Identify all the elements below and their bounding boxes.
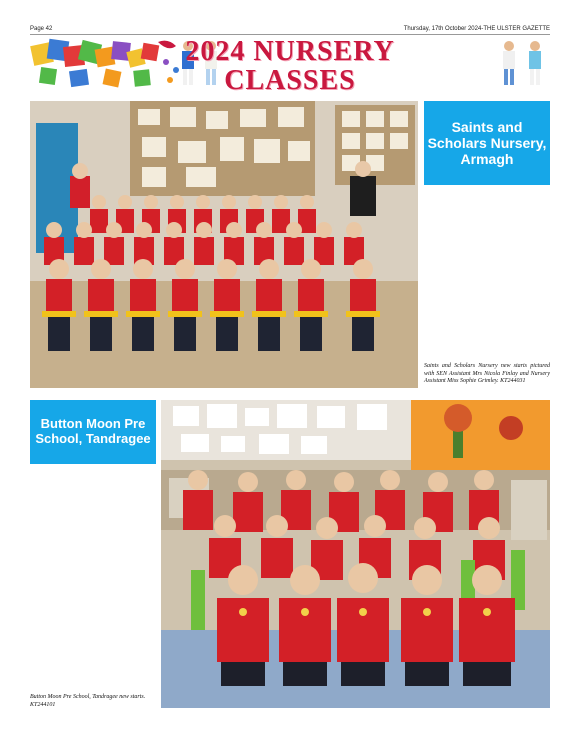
class-photo-1-illustration bbox=[30, 101, 418, 388]
date-and-paper-name: Thursday, 17th October 2024-THE ULSTER GAZETTE bbox=[403, 26, 550, 32]
section-title-line-2: CLASSES bbox=[224, 65, 356, 96]
school-heading-saints-and-scholars: Saints and Scholars Nursery, Armagh bbox=[424, 101, 550, 185]
class-photo-2-illustration bbox=[161, 400, 550, 708]
class-photo-saints-and-scholars bbox=[30, 101, 418, 388]
section-title-line-1: 2024 NURSERY bbox=[185, 36, 395, 67]
photo-caption-saints-and-scholars: Saints and Scholars Nursery new starts pictured with SEN Assistant Mrs Nicola Finlay and Nursery Assistant Miss Sophie Grimley. KT244031 bbox=[424, 363, 550, 384]
header-rule bbox=[30, 34, 550, 35]
class-photo-button-moon bbox=[161, 400, 550, 708]
photo-caption-button-moon: Button Moon Pre School, Tandragee new starts. KT244101 bbox=[30, 694, 146, 708]
page-number: Page 42 bbox=[30, 26, 53, 32]
school-heading-button-moon: Button Moon Pre School, Tandragee bbox=[30, 400, 156, 464]
section-banner bbox=[30, 36, 550, 96]
